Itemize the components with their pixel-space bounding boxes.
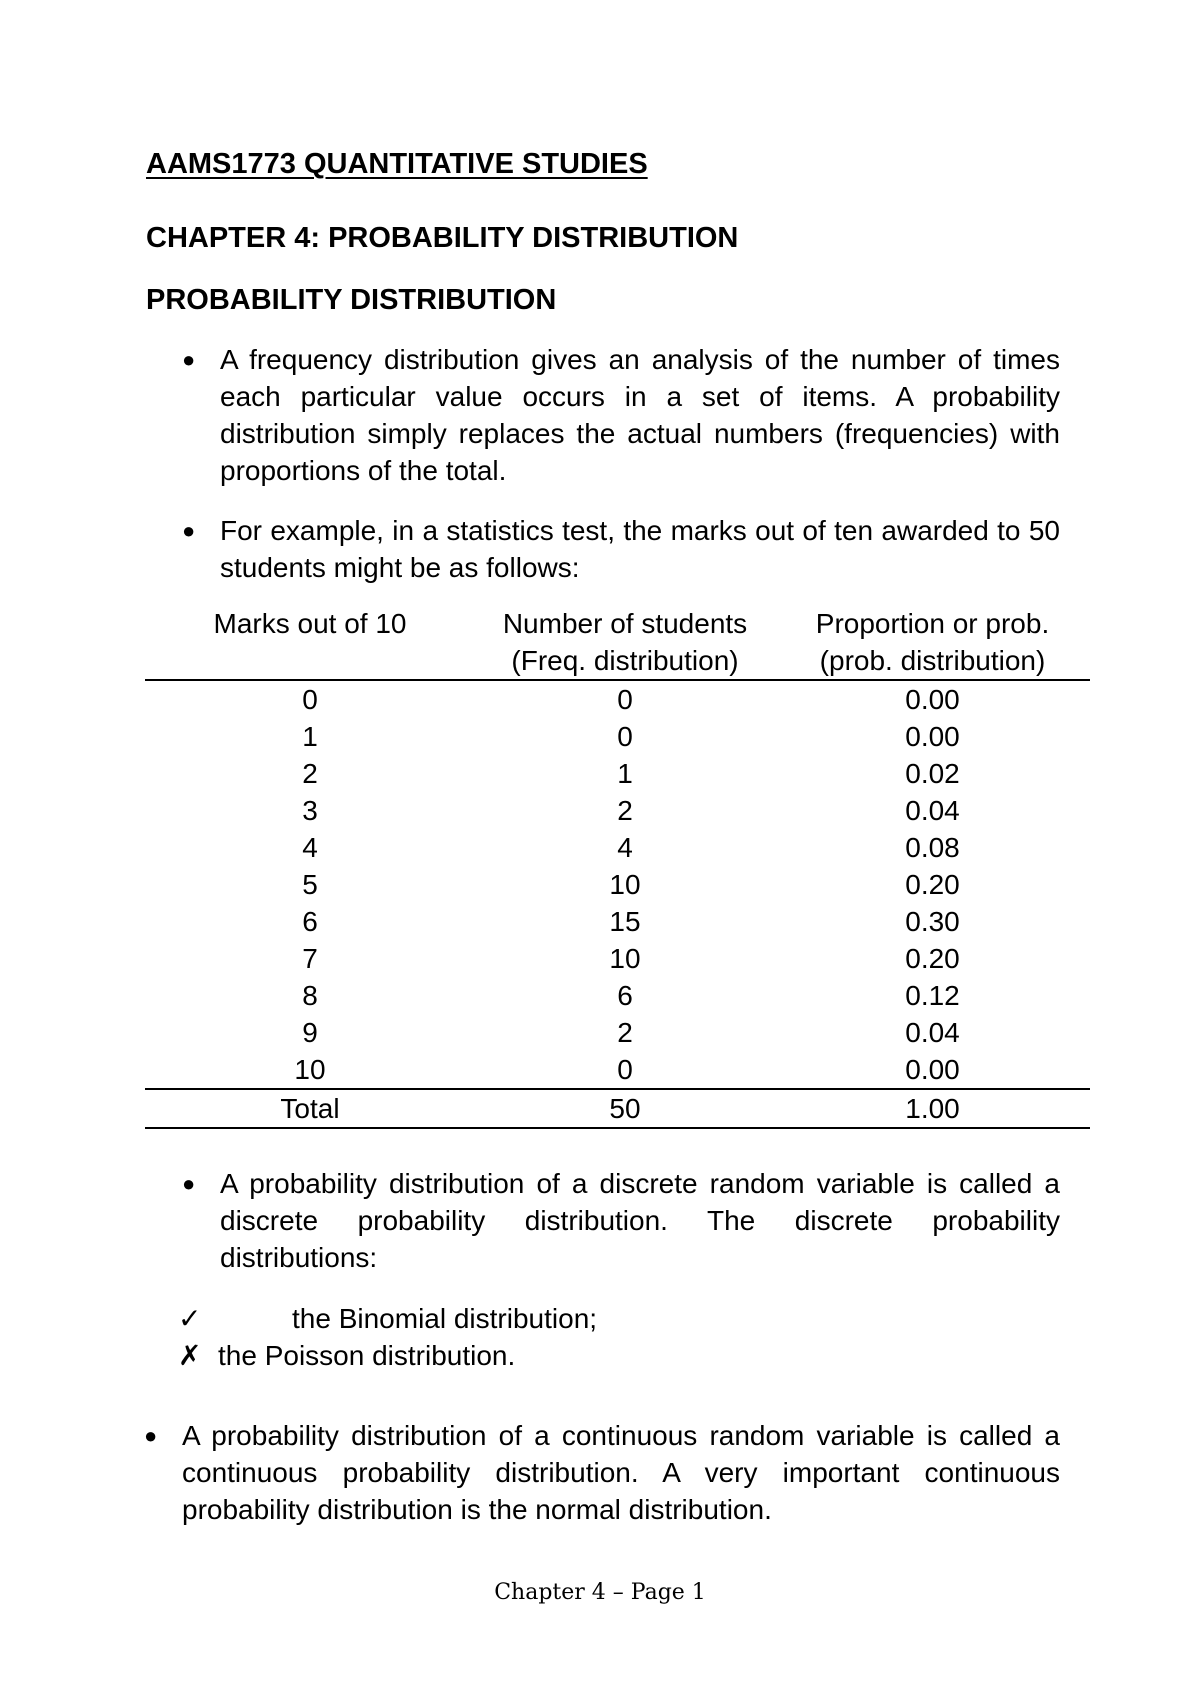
table-row bbox=[145, 829, 1090, 866]
cell-students: 2 bbox=[617, 1017, 633, 1048]
course-title: AAMS1773 QUANTITATIVE STUDIES bbox=[146, 148, 648, 180]
bullet-icon: ● bbox=[182, 347, 196, 372]
cell-proportion: 0.02 bbox=[905, 758, 960, 789]
cell-marks: 4 bbox=[302, 832, 318, 863]
cell-students: 0 bbox=[617, 684, 633, 715]
bullet-icon: ● bbox=[182, 518, 196, 543]
total-students: 50 bbox=[475, 1089, 775, 1128]
total-proportion: 1.00 bbox=[775, 1089, 1090, 1128]
crossed-check-icon: ✗ bbox=[178, 1340, 202, 1371]
table-total-row bbox=[145, 1089, 1090, 1128]
cell-marks: 10 bbox=[294, 1054, 326, 1085]
cell-proportion: 0.08 bbox=[905, 832, 960, 863]
table-row bbox=[145, 977, 1090, 1014]
cell-students: 0 bbox=[617, 1054, 633, 1085]
cell-marks: 2 bbox=[302, 758, 318, 789]
cell-proportion: 0.00 bbox=[905, 684, 960, 715]
cell-marks: 1 bbox=[302, 721, 318, 752]
bullet-icon: ● bbox=[144, 1423, 158, 1448]
table-row bbox=[145, 903, 1090, 940]
table-row bbox=[145, 940, 1090, 977]
cell-marks: 8 bbox=[302, 980, 318, 1011]
header-marks: Marks out of 10 bbox=[145, 605, 475, 680]
distribution-table bbox=[145, 605, 1090, 1129]
cell-students: 15 bbox=[609, 906, 641, 937]
cell-students: 6 bbox=[617, 980, 633, 1011]
table-row bbox=[145, 1014, 1090, 1051]
table-header-row bbox=[145, 605, 1090, 680]
bullet-discrete: ● A probability distribution of a discrete random variable is called a discrete probability distribution. The discrete probability distributions: bbox=[220, 1165, 1060, 1276]
section-title: PROBABILITY DISTRIBUTION bbox=[146, 284, 557, 316]
distribution-checklist bbox=[178, 1300, 598, 1374]
table-body bbox=[145, 680, 1090, 1089]
bullet-frequency-distribution: ● A frequency distribution gives an analysis of the number of times each particular value occurs in a set of items. A probability distribution simply replaces the actual numbers (frequencies) with proportions of the total. bbox=[220, 341, 1060, 489]
bullet-icon: ● bbox=[182, 1171, 196, 1196]
table-row bbox=[145, 792, 1090, 829]
page-footer: Chapter 4 – Page 1 bbox=[494, 1580, 706, 1605]
cell-students: 10 bbox=[609, 869, 641, 900]
total-label: Total bbox=[145, 1089, 475, 1128]
checklist-item: ✗ the Poisson distribution. bbox=[178, 1337, 202, 1374]
cell-marks: 0 bbox=[302, 684, 318, 715]
header-proportion: Proportion or prob. (prob. distribution) bbox=[775, 605, 1090, 680]
cell-marks: 3 bbox=[302, 795, 318, 826]
cell-marks: 5 bbox=[302, 869, 318, 900]
cell-students: 1 bbox=[617, 758, 633, 789]
header-students: Number of students (Freq. distribution) bbox=[475, 605, 775, 680]
cell-students: 10 bbox=[609, 943, 641, 974]
chapter-title: CHAPTER 4: PROBABILITY DISTRIBUTION bbox=[146, 222, 739, 254]
cell-marks: 7 bbox=[302, 943, 318, 974]
cell-proportion: 0.04 bbox=[905, 1017, 960, 1048]
bullet-example: ● For example, in a statistics test, the marks out of ten awarded to 50 students might be as follows: bbox=[220, 512, 1060, 586]
cell-proportion: 0.20 bbox=[905, 869, 960, 900]
table-row bbox=[145, 1051, 1090, 1089]
cell-students: 0 bbox=[617, 721, 633, 752]
table-row bbox=[145, 680, 1090, 718]
cell-students: 4 bbox=[617, 832, 633, 863]
cell-proportion: 0.30 bbox=[905, 906, 960, 937]
cell-marks: 6 bbox=[302, 906, 318, 937]
cell-proportion: 0.00 bbox=[905, 1054, 960, 1085]
cell-proportion: 0.00 bbox=[905, 721, 960, 752]
cell-proportion: 0.12 bbox=[905, 980, 960, 1011]
checklist-item: ✓ the Binomial distribution; bbox=[178, 1300, 202, 1337]
table-row bbox=[145, 755, 1090, 792]
cell-proportion: 0.04 bbox=[905, 795, 960, 826]
cell-proportion: 0.20 bbox=[905, 943, 960, 974]
cell-students: 2 bbox=[617, 795, 633, 826]
table-row bbox=[145, 866, 1090, 903]
checkmark-icon: ✓ bbox=[178, 1303, 202, 1334]
table-row bbox=[145, 718, 1090, 755]
bullet-continuous: ● A probability distribution of a continuous random variable is called a continuous probability distribution. A very important continuous probability distribution is the normal distribution. bbox=[182, 1417, 1060, 1528]
cell-marks: 9 bbox=[302, 1017, 318, 1048]
